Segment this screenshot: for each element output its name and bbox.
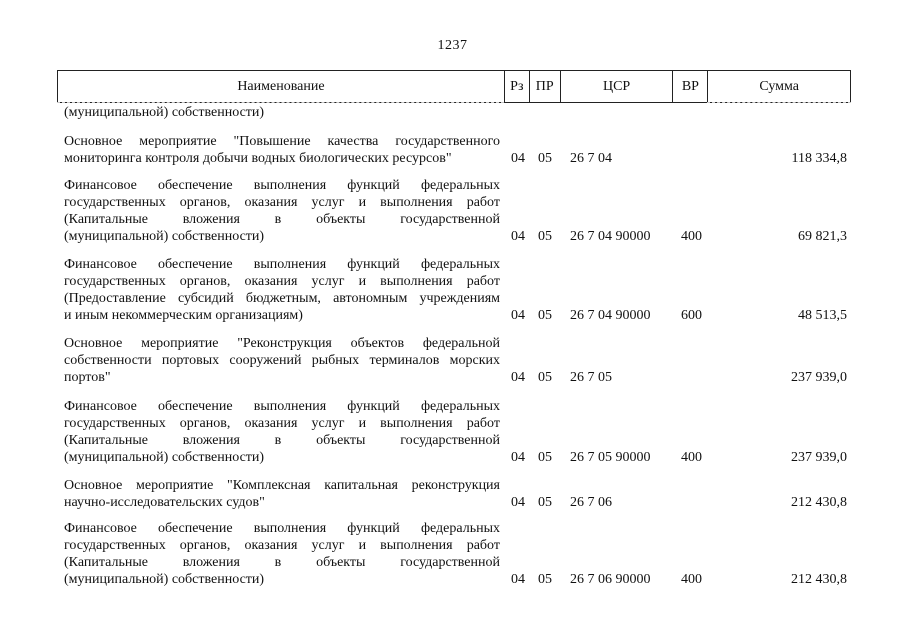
table-row	[0, 256, 905, 324]
row-sum: 118 334,8	[791, 151, 847, 166]
row-name	[64, 177, 500, 245]
row-name	[64, 256, 500, 324]
row-rz: 04	[511, 572, 525, 587]
row-pr: 05	[538, 572, 552, 587]
table-row	[0, 335, 905, 386]
row-name-line: государственных органов, оказания услуг и выполнения работ	[64, 416, 500, 431]
row-name-line: Основное мероприятие "Повышение качества государственного	[64, 134, 500, 149]
row-name-line: мониторинга контроля добычи водных биологических ресурсов"	[64, 151, 452, 166]
row-name	[64, 133, 500, 167]
row-name-line: (Предоставление субсидий бюджетным, автономным учреждениям	[64, 291, 500, 306]
row-sum: 48 513,5	[798, 308, 847, 323]
row-sum: 212 430,8	[791, 495, 847, 510]
row-pr: 05	[538, 450, 552, 465]
row-rz: 04	[511, 308, 525, 323]
row-csr: 26 7 06	[570, 495, 612, 510]
row-name-line: портов"	[64, 370, 111, 385]
table-header	[57, 70, 851, 103]
page-number: 1237	[437, 38, 468, 53]
row-rz: 04	[511, 450, 525, 465]
table-row	[0, 104, 905, 121]
row-name-line: (муниципальной) собственности)	[64, 572, 265, 587]
row-name-line: Основное мероприятие "Комплексная капитальная реконструкция	[64, 478, 500, 493]
row-name-line: (муниципальной) собственности)	[64, 105, 265, 120]
header-pr: ПР	[529, 71, 560, 102]
row-rz: 04	[511, 370, 525, 385]
row-sum: 212 430,8	[791, 572, 847, 587]
row-rz: 04	[511, 229, 525, 244]
row-csr: 26 7 04 90000	[570, 229, 651, 244]
row-name-line: (Капитальные вложения в объекты государственной	[64, 555, 500, 570]
row-csr: 26 7 04 90000	[570, 308, 651, 323]
row-name-line: Финансовое обеспечение выполнения функций федеральных	[64, 399, 500, 414]
row-csr: 26 7 06 90000	[570, 572, 651, 587]
table-row	[0, 520, 905, 588]
row-name-line: Финансовое обеспечение выполнения функций федеральных	[64, 178, 500, 193]
row-name-line: и иным некоммерческим организациям)	[64, 308, 303, 323]
row-name-line: (муниципальной) собственности)	[64, 450, 265, 465]
row-sum: 237 939,0	[791, 370, 847, 385]
header-csr: ЦСР	[560, 71, 673, 102]
table-row	[0, 177, 905, 245]
row-csr: 26 7 05 90000	[570, 450, 651, 465]
row-name-line: Основное мероприятие "Реконструкция объектов федеральной	[64, 336, 500, 351]
row-name-line: (Капитальные вложения в объекты государственной	[64, 433, 500, 448]
row-sum: 237 939,0	[791, 450, 847, 465]
row-name	[64, 398, 500, 466]
row-name-line: (Капитальные вложения в объекты государственной	[64, 212, 500, 227]
table-row	[0, 398, 905, 466]
row-vr: 400	[681, 450, 702, 465]
row-name-line: Финансовое обеспечение выполнения функций федеральных	[64, 521, 500, 536]
row-vr: 400	[681, 229, 702, 244]
header-rz: Рз	[504, 71, 529, 102]
row-pr: 05	[538, 151, 552, 166]
row-pr: 05	[538, 495, 552, 510]
row-csr: 26 7 05	[570, 370, 612, 385]
row-rz: 04	[511, 151, 525, 166]
row-name	[64, 104, 500, 121]
row-name-line: государственных органов, оказания услуг и выполнения работ	[64, 538, 500, 553]
row-name-line: (муниципальной) собственности)	[64, 229, 265, 244]
row-sum: 69 821,3	[798, 229, 847, 244]
row-name	[64, 520, 500, 588]
row-csr: 26 7 04	[570, 151, 612, 166]
table-row	[0, 477, 905, 511]
header-sum: Сумма	[707, 71, 850, 102]
table-row	[0, 133, 905, 167]
row-rz: 04	[511, 495, 525, 510]
header-vr: ВР	[672, 71, 707, 102]
row-name-line: собственности портовых сооружений рыбных терминалов морских	[64, 353, 500, 368]
row-vr: 400	[681, 572, 702, 587]
row-name	[64, 335, 500, 386]
row-pr: 05	[538, 370, 552, 385]
row-name	[64, 477, 500, 511]
row-name-line: государственных органов, оказания услуг и выполнения работ	[64, 274, 500, 289]
row-pr: 05	[538, 229, 552, 244]
row-vr: 600	[681, 308, 702, 323]
header-name: Наименование	[237, 78, 325, 94]
row-pr: 05	[538, 308, 552, 323]
row-name-line: научно-исследовательских судов"	[64, 495, 265, 510]
row-name-line: государственных органов, оказания услуг и выполнения работ	[64, 195, 500, 210]
row-name-line: Финансовое обеспечение выполнения функций федеральных	[64, 257, 500, 272]
